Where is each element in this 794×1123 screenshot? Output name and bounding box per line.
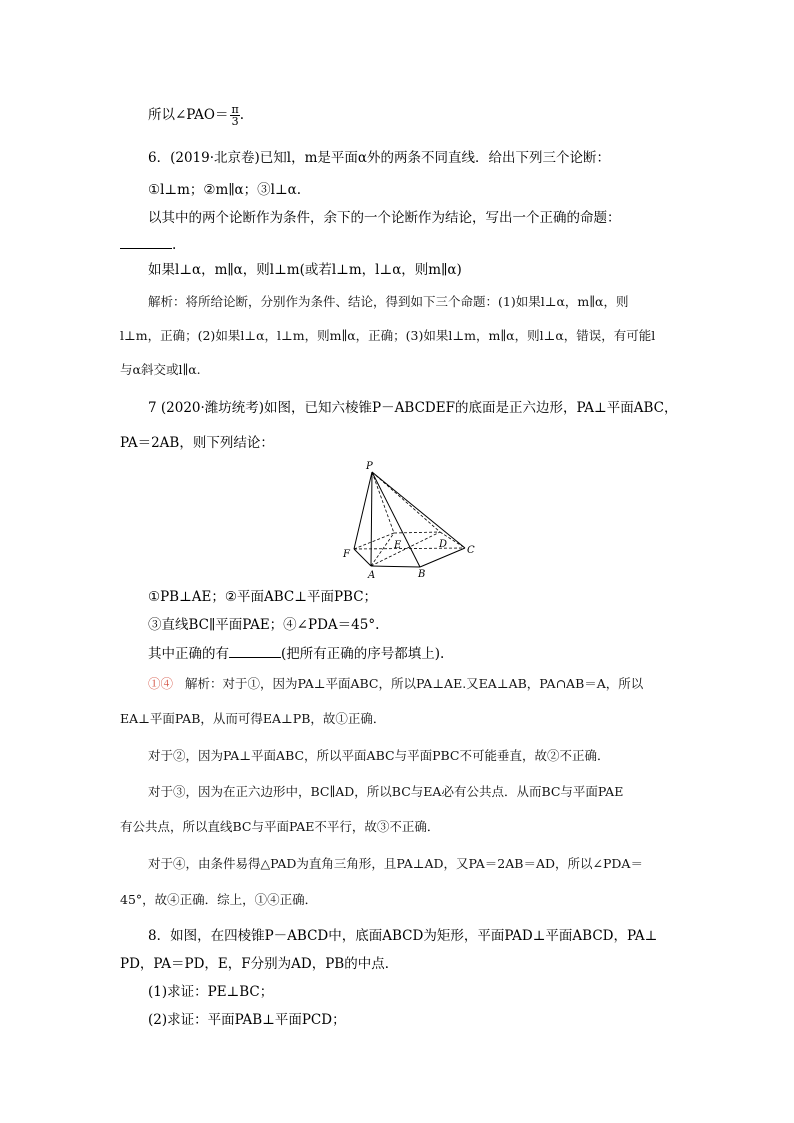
problem-7-question: 其中正确的有 (把所有正确的序号都填上). [148, 646, 445, 662]
problem-7-conclusions-1: ①PB⊥AE；②平面ABC⊥平面PBC； [148, 589, 378, 605]
label-b: B [418, 569, 426, 580]
problem-7-stem: 7 (2020·潍坊统考)如图，已知六棱锥P－ABCDEF的底面是正六边形，PA⊥平面ABC， [148, 400, 678, 416]
answer-blank [229, 644, 281, 658]
problem-6-analysis-3: 与α斜交或l∥α. [120, 362, 201, 377]
problem-8-stem-2: PD，PA＝PD，E，F分别为AD，PB的中点． [120, 956, 399, 972]
label-p: P [366, 461, 373, 472]
problem-7-analysis-1: ①④ 解析：对于①，因为PA⊥平面ABC，所以PA⊥AE.又EA⊥AB，PA∩AB＝A，所以 [148, 676, 644, 691]
problem-6-analysis-2: l⊥m，正确；(2)如果l⊥α，l⊥m，则m∥α，正确；(3)如果l⊥m，m∥α，则l⊥α，错误，有可能l [120, 328, 656, 343]
problem-7-analysis-2: EA⊥平面PAB，从而可得EA⊥PB，故①正确． [120, 711, 386, 726]
answer-blank [120, 235, 172, 249]
answer-text: ①④ [148, 676, 174, 691]
label-a: A [368, 570, 376, 581]
problem-8-stem-1: 8．如图，在四棱锥P－ABCD中，底面ABCD为矩形，平面PAD⊥平面ABCD，PA⊥ [148, 928, 658, 944]
solution-line-angle: 所以∠PAO＝ $\frac{\pi}{3}$ . [148, 103, 245, 128]
angle-text: 所以∠PAO＝ [148, 107, 229, 123]
problem-7-analysis-6: 对于④，由条件易得△PAD为直角三角形，且PA⊥AD，又PA＝2AB＝AD，所以∠PDA＝ [148, 856, 643, 871]
label-f: F [343, 549, 350, 560]
pi-over-3-fraction: $\frac{\pi}{3}$ [231, 103, 239, 128]
problem-6-analysis-1: 解析：将所给论断，分别作为条件、结论，得到如下三个命题：(1)如果l⊥α，m∥α，则 [148, 294, 629, 309]
problem-7-analysis-3: 对于②，因为PA⊥平面ABC，所以平面ABC与平面PBC不可能垂直，故②不正确． [148, 748, 610, 763]
problem-7-analysis-7: 45°，故④正确．综上，①④正确． [120, 892, 318, 907]
problem-6-answer: 如果l⊥α，m∥α，则l⊥m(或若l⊥m，l⊥α，则m∥α) [148, 262, 462, 278]
problem-8-part-1: (1)求证：PE⊥BC； [148, 984, 274, 1000]
label-c: C [467, 545, 475, 556]
hexagonal-pyramid-figure [338, 457, 488, 582]
problem-7-analysis-5: 有公共点，所以直线BC与平面PAE不平行，故③不正确． [120, 819, 440, 834]
problem-7-conclusions-2: ③直线BC∥平面PAE；④∠PDA＝45°. [148, 617, 380, 633]
problem-7-analysis-4: 对于③，因为在正六边形中，BC∥AD，所以BC与EA必有公共点．从而BC与平面PAE [148, 784, 624, 799]
problem-7-condition: PA＝2AB，则下列结论： [120, 435, 274, 451]
problem-8-part-2: (2)求证：平面PAB⊥平面PCD； [148, 1012, 346, 1028]
label-d: D [439, 539, 448, 550]
label-e: E [394, 540, 402, 551]
problem-6-statements: ①l⊥m；②m∥α；③l⊥α. [148, 182, 302, 198]
problem-6-stem: 6．(2019·北京卷)已知l，m是平面α外的两条不同直线．给出下列三个论断： [148, 150, 611, 166]
problem-6-question: 以其中的两个论断作为条件，余下的一个论断作为结论，写出一个正确的命题： [148, 210, 621, 226]
problem-6-blank-line: . [120, 235, 176, 254]
